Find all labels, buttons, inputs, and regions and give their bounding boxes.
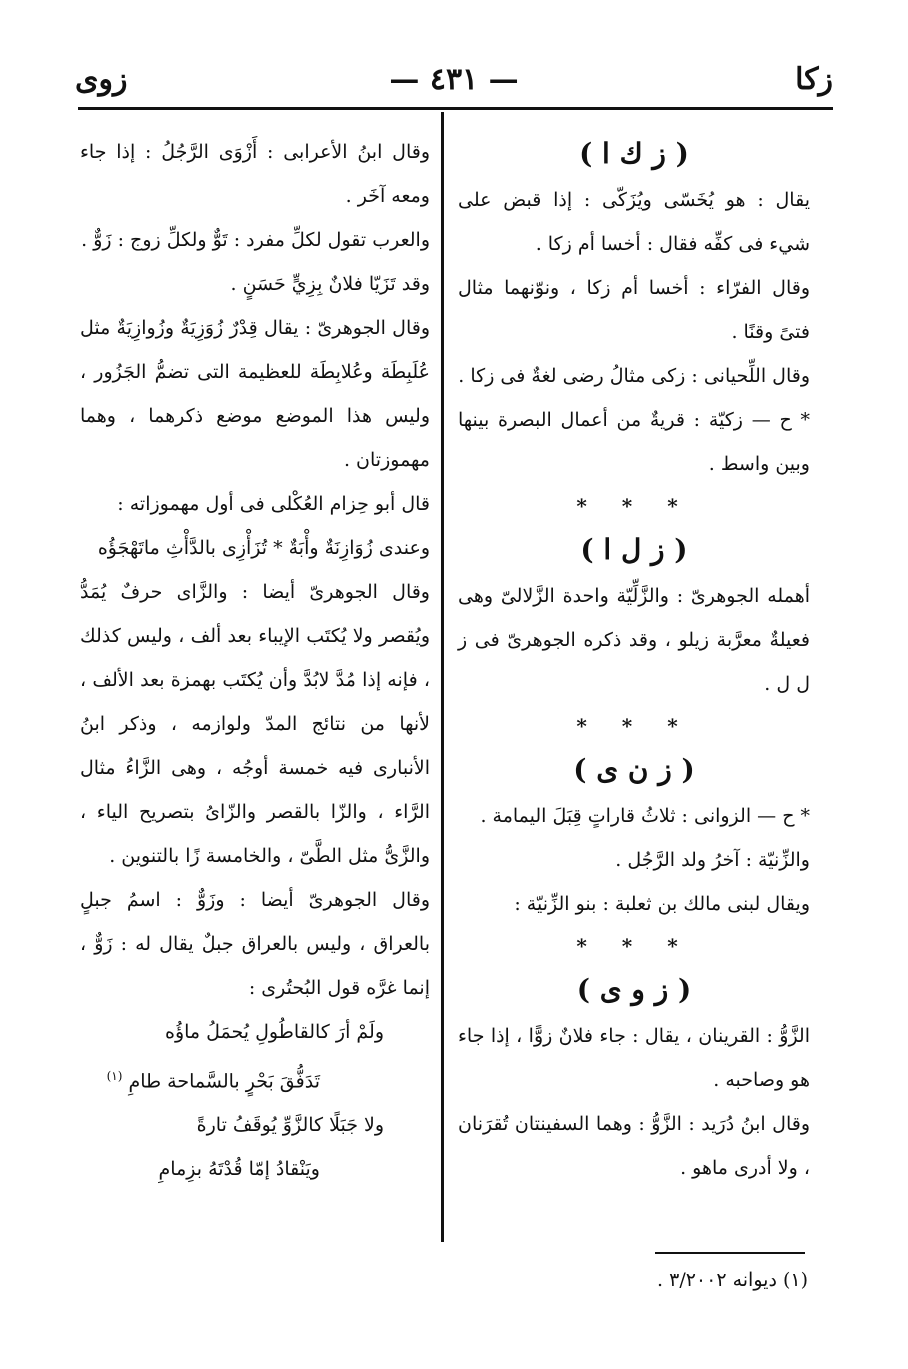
paragraph: وقد تَزَيّا فلانٌ بِزِيٍّ حَسَنٍ . xyxy=(230,273,430,295)
page-number: — ٤٣١ — xyxy=(389,62,519,97)
right-column xyxy=(458,130,810,1190)
paragraph: وقال الجوهرىّ أيضا : والزَّاى حرفٌ يُمَدُّ ويُقصر ولا يُكتَب الإيباء بعد ألف ، وليس كذلك ، فإنه إذا مُدَّ لابُدَّ وأن يُكتَب بهمزة بعد الألف ، لأنها من نتائج المدّ ولوازمه ، وذكر ابنُ الأنبارى فيه خمسة أوجُه ، وهى الزَّاءُ مثال الرَّاء ، والزّا بالقصر والزّاىُ بتصريح الياء ، والزَّىُّ مثل الطَّىّ ، والخامسة زًا بالتنوين . xyxy=(80,581,430,867)
left-column xyxy=(80,130,430,1191)
paragraph: وقال الجوهرىّ أيضا : وزَوٌّ : اسمُ جبلٍ بالعراق ، وليس بالعراق جبلٌ يقال له : زَوٌّ ، إنما غرَّه قول البُحتُرى : xyxy=(80,889,430,999)
section-separator: * * * xyxy=(576,934,692,958)
paragraph: ويقال لبنى مالك بن ثعلبة : بنو الزِّنيّة : xyxy=(514,893,810,915)
entry-heading: ( ز ك ا ) xyxy=(579,137,689,170)
paragraph: وقال الجوهرىّ : يقال قِدْرٌ زُوَزِيَةٌ وزُوازِيَةٌ مثل عُلَبِطَة وعُلابِطَة للعظيمة التى تضمُّ الجَزُور ، وليس هذا الموضع موضع ذكرهما ، وهما مهموزتان . xyxy=(80,317,430,471)
verse-line: وعندى زُوَازِنَةٌ وأْبَةٌ * تُزَأْزِى بالدَّأْثِ ماتَهْجَؤُه xyxy=(97,537,430,559)
section-separator: * * * xyxy=(576,494,692,518)
column-divider xyxy=(441,112,444,1242)
entry-heading: ( ز ن ى ) xyxy=(573,753,695,786)
page-header xyxy=(75,62,833,102)
paragraph: وقال ابنُ دُرَيد : الزَّوُّ : وهما السفينتان تُقرَنان ، ولا أدرى ماهو . xyxy=(458,1113,810,1179)
verse-line: ولَمْ أرَ كالقاطُولِ يُحمَلُ ماؤُه xyxy=(164,1021,384,1043)
verse-line: ويَنْقادُ إمّا قُدْتَهُ بزِمامِ xyxy=(158,1158,320,1181)
verse-line xyxy=(80,1054,430,1103)
paragraph: * ح — زكيّة : قريةٌ من أعمال البصرة بينها وبين واسط . xyxy=(458,409,810,475)
paragraph: والعرب تقول لكلِّ مفرد : تَوٌّ ولكلِّ زوج : زَوٌّ . xyxy=(81,229,430,251)
paragraph: الزَّوُّ : القرينان ، يقال : جاء فلانٌ زوًّا ، إذا جاء هو وصاحبه . xyxy=(458,1025,810,1091)
paragraph: وقال الفرّاء : أخسا أم زكا ، ونوّنهما مثال فتىً وقنًا . xyxy=(458,277,810,343)
paragraph: قال أبو حِزام العُكْلى فى أول مهموزاته : xyxy=(117,493,430,515)
paragraph: أهمله الجوهرىّ : والزَّلِّيّة واحدة الزَّلالىّ وهى فعيلةٌ معرَّبة زيلو ، وقد ذكره الجوهرىّ فى ز ل ل . xyxy=(458,585,810,695)
paragraph: * ح — الزوانى : ثلاثُ قاراتٍ قِبَلَ اليمامة . xyxy=(480,805,810,827)
verse-text: تَدَفُّقَ بَحْرٍ بالسَّماحة طامِ xyxy=(128,1070,320,1093)
header-root-left: زوى xyxy=(75,62,128,97)
paragraph: وقال اللِّحيانى : زكى مثالُ رضى لغةٌ فى زكا . xyxy=(458,365,810,387)
paragraph: وقال ابنُ الأعرابى : أَزْوَى الرَّجُلُ : إذا جاء ومعه آخَر . xyxy=(80,141,430,207)
footnote: (١) ديوانه ٣/٢٠٠٢ . xyxy=(657,1269,808,1291)
entry-heading: ( ز ل ا ) xyxy=(580,533,688,566)
header-rule xyxy=(78,107,833,110)
paragraph: والزِّنيّة : آخرُ ولد الرَّجُل . xyxy=(615,849,810,871)
verse-line: ولا جَبَلًا كالزَّوِّ يُوقَفُ تارةً xyxy=(196,1114,384,1137)
section-separator: * * * xyxy=(576,714,692,738)
header-root-right: زكا xyxy=(795,62,833,97)
footnote-rule xyxy=(655,1252,805,1254)
paragraph: يقال : هو يُخَسّى ويُزَكّى : إذا قبض على شيء فى كفِّه فقال : أخسا أم زكا . xyxy=(458,189,810,255)
footnote-marker: (١) xyxy=(106,1069,123,1083)
entry-heading: ( ز و ى ) xyxy=(576,973,692,1006)
